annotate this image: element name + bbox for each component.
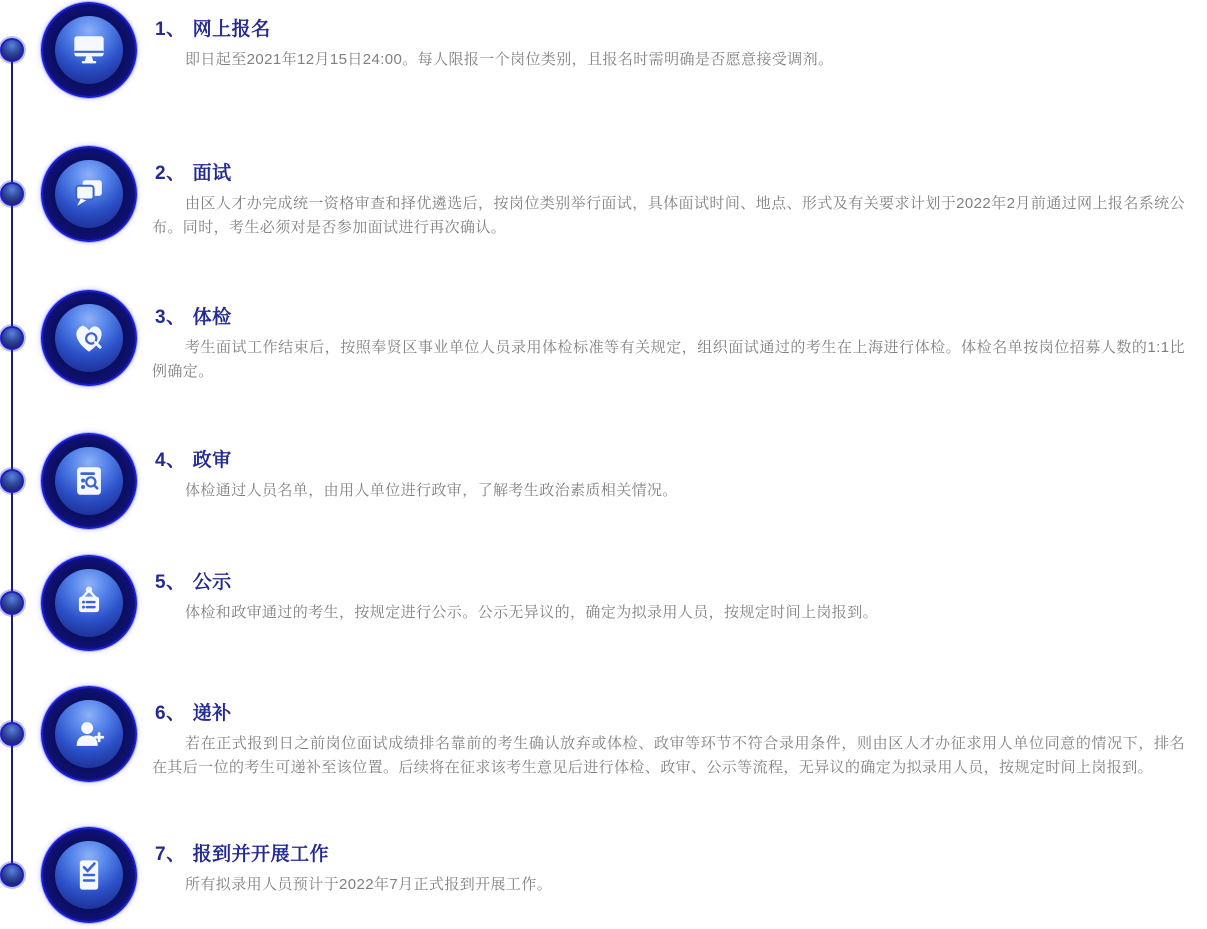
step-description: 所有拟录用人员预计于2022年7月正式报到开展工作。 (185, 876, 553, 893)
notice-board-icon (55, 569, 123, 637)
step-description: 若在正式报到日之前岗位面试成绩排名靠前的考生确认放弃或体检、政审等环节不符合录用条件，则由区人才办征求用人单位同意的情况下，排名在其后一位的考生可递补至该位置。后续将在征求该考生意见后进行体检、政审、公示等流程，无异议的确定为拟录用人员，按规定时间上岗报到。 (152, 735, 1185, 776)
timeline-node (0, 182, 24, 206)
step-title-text: 体检 (192, 307, 232, 328)
step-number: 1、 (155, 19, 186, 40)
step-title-text: 公示 (192, 572, 232, 593)
step-title-text: 网上报名 (192, 19, 271, 40)
timeline-rail (11, 50, 13, 875)
heart-search-icon (55, 304, 123, 372)
timeline-node (0, 722, 24, 746)
step-title (155, 14, 271, 41)
document-search-icon (55, 447, 123, 515)
timeline-node (0, 38, 24, 62)
step-description: 体检和政审通过的考生，按规定进行公示。公示无异议的，确定为拟录用人员，按规定时间上岗报到。 (185, 604, 879, 621)
step-icon-circle (41, 827, 137, 923)
timeline-node (0, 863, 24, 887)
step-title (155, 158, 232, 185)
step-number: 3、 (155, 307, 186, 328)
step-number: 2、 (155, 163, 186, 184)
step-title (155, 302, 232, 329)
monitor-icon (55, 16, 123, 84)
checklist-icon (55, 841, 123, 909)
step-title-text: 报到并开展工作 (192, 844, 330, 865)
step-description: 考生面试工作结束后，按照奉贤区事业单位人员录用体检标准等有关规定，组织面试通过的考生在上海进行体检。体检名单按岗位招募人数的1:1比例确定。 (152, 339, 1185, 380)
step-description: 由区人才办完成统一资格审查和择优遴选后，按岗位类别举行面试，具体面试时间、地点、形式及有关要求计划于2022年2月前通过网上报名系统公布。同时，考生必须对是否参加面试进行再次确认。 (152, 195, 1185, 236)
chat-bubbles-icon (55, 160, 123, 228)
step-icon-circle (41, 290, 137, 386)
step-title-text: 面试 (192, 163, 232, 184)
step-icon-circle (41, 146, 137, 242)
step-title (155, 445, 232, 472)
step-number: 5、 (155, 572, 186, 593)
step-number: 7、 (155, 844, 186, 865)
step-icon-circle (41, 2, 137, 98)
timeline-node (0, 469, 24, 493)
step-number: 4、 (155, 450, 186, 471)
step-icon-circle (41, 686, 137, 782)
step-icon-circle (41, 555, 137, 651)
timeline-node (0, 326, 24, 350)
step-number: 6、 (155, 703, 186, 724)
step-description: 体检通过人员名单，由用人单位进行政审，了解考生政治素质相关情况。 (185, 482, 678, 499)
step-title-text: 政审 (192, 450, 232, 471)
step-title (155, 698, 232, 725)
timeline-node (0, 591, 24, 615)
step-icon-circle (41, 433, 137, 529)
step-title (155, 567, 232, 594)
add-user-icon (55, 700, 123, 768)
step-title-text: 递补 (192, 703, 232, 724)
step-title (155, 839, 329, 866)
step-description: 即日起至2021年12月15日24:00。每人限报一个岗位类别，且报名时需明确是否愿意接受调剂。 (185, 51, 834, 68)
